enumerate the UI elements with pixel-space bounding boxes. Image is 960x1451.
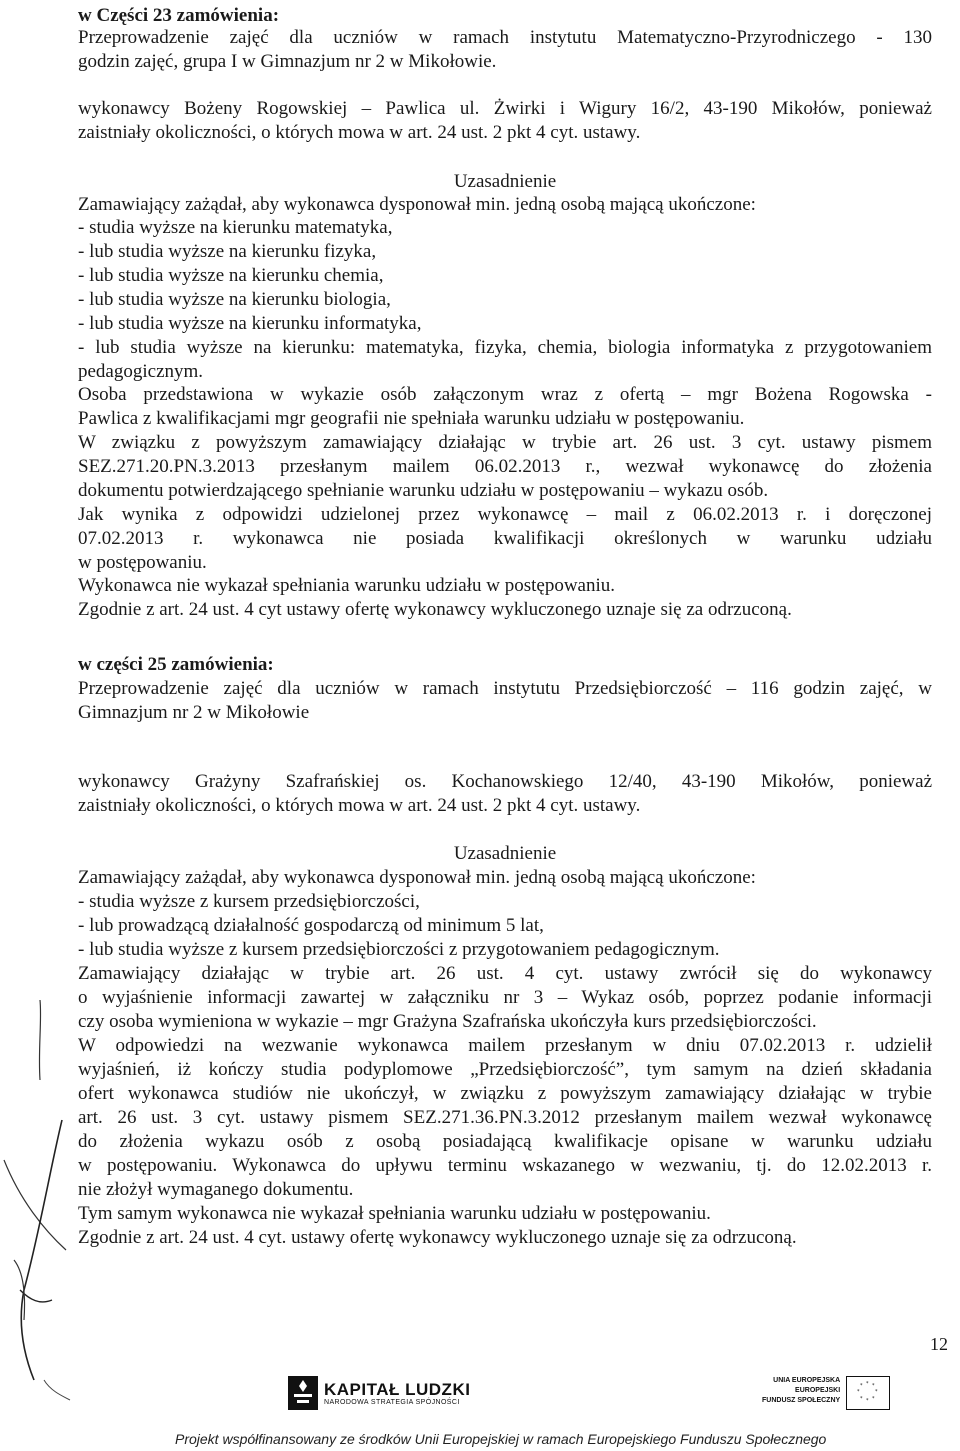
svg-text:*: *: [857, 1389, 860, 1395]
eu-logo-line-1: UNIA EUROPEJSKA: [773, 1377, 841, 1384]
section-25-body-line: Tym samym wykonawca nie wykazał spełniania warunku udziału w postępowaniu.: [78, 1203, 711, 1224]
section-23-body-line: Pawlica z kwalifikacjami mgr geografii nie spełniała warunku udziału w postępowaniu.: [78, 408, 745, 429]
kapital-ludzki-emblem-icon: [288, 1376, 318, 1410]
section-23-body-line: w postępowaniu.: [78, 552, 207, 573]
section-25-body-line: w postępowaniu. Wykonawca do upływu terminu wskazanego w wezwaniu, tj. do 12.02.2013 r.: [78, 1155, 932, 1176]
section-23-body-line: Zgodnie z art. 24 ust. 4 cyt ustawy ofertę wykonawcy wykluczonego uznaje się za odrzuconą.: [78, 599, 792, 620]
section-23-body-line: Wykonawca nie wykazał spełniania warunku udziału w postępowaniu.: [78, 575, 616, 596]
section-25-intro: Zamawiający zażądał, aby wykonawca dysponował min. jedną osobą mającą ukończone:: [78, 867, 756, 888]
section-25-body-line: art. 26 ust. 3 cyt. ustawy pismem SEZ.271.36.PN.3.2012 przesłanym mailem wezwał wykonawcę: [78, 1107, 932, 1128]
section-23-contractor-line-2: zaistniały okoliczności, o których mowa w art. 24 ust. 2 pkt 4 cyt. ustawy.: [78, 122, 641, 143]
section-25-body-line: do złożenia wykazu osób z osobą posiadającą kwalifikacje opisane w warunku udziału: [78, 1131, 932, 1152]
svg-text:*: *: [860, 1383, 863, 1389]
section-25-requirement: - lub prowadzącą działalność gospodarczą od minimum 5 lat,: [78, 915, 544, 936]
section-25-contractor-line-2: zaistniały okoliczności, o których mowa w art. 24 ust. 2 pkt 4 cyt. ustawy.: [78, 795, 641, 816]
section-23-heading: w Części 23 zamówienia:: [78, 5, 280, 26]
section-23-justification-title: Uzasadnienie: [453, 171, 557, 192]
section-23-description-line-2: godzin zajęć, grupa I w Gimnazjum nr 2 w Mikołowie.: [78, 51, 497, 72]
kapital-ludzki-subtitle: NARODOWA STRATEGIA SPÓJNOŚCI: [324, 1398, 460, 1406]
section-23-body-line: Osoba przedstawiona w wykazie osób załączonym wraz z ofertą – mgr Bożena Rogowska -: [78, 384, 932, 405]
section-23-body-line: Jak wynika z odpowidzi udzielonej przez wykonawcę – mail z 06.02.2013 r. i doręczonej: [78, 504, 932, 525]
handwritten-signature: [0, 1000, 80, 1420]
section-25-body-line: nie złożył wymaganego dokumentu.: [78, 1179, 354, 1200]
kapital-ludzki-logo: [288, 1376, 470, 1410]
svg-text:*: *: [866, 1381, 869, 1387]
section-23-requirement: - lub studia wyższe na kierunku: matematyka, fizyka, chemia, biologia informatyka z przygotowaniem: [78, 337, 932, 358]
section-23-intro: Zamawiający zażądał, aby wykonawca dysponował min. jedną osobą mającą ukończone:: [78, 194, 756, 215]
eu-logo: [762, 1376, 890, 1410]
section-25-description-line-1: Przeprowadzenie zajęć dla uczniów w ramach instytutu Przedsiębiorczość – 116 godzin zajęć, w: [78, 678, 932, 699]
footer-cofinancing-note: Projekt współfinansowany ze środków Unii Europejskiej w ramach Europejskiego Funduszu Społecznego: [175, 1431, 827, 1447]
section-23-body-line: 07.02.2013 r. wykonawca nie posiada kwalifikacji określonych w warunku udziału: [78, 528, 932, 549]
section-25-body-line: W odpowiedzi na wezwanie wykonawca mailem przesłanym w dniu 07.02.2013 r. udzielił: [78, 1035, 932, 1056]
section-25-heading: w części 25 zamówienia:: [78, 654, 274, 675]
section-23-requirement: - lub studia wyższe na kierunku informatyka,: [78, 313, 422, 334]
section-23-body-line: W związku z powyższym zamawiający działając w trybie art. 26 ust. 3 cyt. ustawy pismem: [78, 432, 932, 453]
section-23-requirement: - lub studia wyższe na kierunku biologia,: [78, 289, 391, 310]
section-23-description-line-1: Przeprowadzenie zajęć dla uczniów w ramach instytutu Matematyczno-Przyrodniczego - 130: [78, 27, 932, 48]
section-25-body-line: czy osoba wymieniona w wykazie – mgr Grażyna Szafrańska ukończyła kurs przedsiębiorczości.: [78, 1011, 817, 1032]
section-25-requirement: - studia wyższe z kursem przedsiębiorczości,: [78, 891, 420, 912]
svg-text:*: *: [872, 1383, 875, 1389]
section-25-body-line: o wyjaśnienie informacji zawartej w załączniku nr 3 – Wykaz osób, poprzez podanie informacji: [78, 987, 932, 1008]
section-23-body-line: SEZ.271.20.PN.3.2013 przesłanym mailem 06.02.2013 r., wezwał wykonawcę do złożenia: [78, 456, 932, 477]
section-25-body-line: wyjaśnień, iż kończy studia podyplomowe „Przedsiębiorczość”, tym samym na dzień składania: [78, 1059, 932, 1080]
section-25-requirement: - lub studia wyższe z kursem przedsiębiorczości z przygotowaniem pedagogicznym.: [78, 939, 720, 960]
section-25-contractor-line-1: wykonawcy Grażyny Szafrańskiej os. Kochanowskiego 12/40, 43-190 Mikołów, ponieważ: [78, 771, 932, 792]
section-23-contractor-line-1: wykonawcy Bożeny Rogowskiej – Pawlica ul. Żwirki i Wigury 16/2, 43-190 Mikołów, ponieważ: [78, 98, 932, 119]
page-number: 12: [930, 1334, 948, 1354]
section-25-body-line: Zamawiający działając w trybie art. 26 ust. 4 cyt. ustawy zwrócił się do wykonawcy: [78, 963, 932, 984]
svg-text:*: *: [872, 1396, 875, 1402]
kapital-ludzki-title: KAPITAŁ LUDZKI: [324, 1379, 471, 1399]
section-23-requirement: - lub studia wyższe na kierunku chemia,: [78, 265, 384, 286]
section-25-justification-title: Uzasadnienie: [453, 843, 557, 864]
eu-flag-icon: [846, 1376, 890, 1410]
svg-text:*: *: [866, 1398, 869, 1404]
section-25-description-line-2: Gimnazjum nr 2 w Mikołowie: [78, 702, 310, 723]
section-23-requirement: - studia wyższe na kierunku matematyka,: [78, 217, 393, 238]
section-23-requirement: pedagogicznym.: [78, 361, 204, 382]
section-23-body-line: dokumentu potwierdzającego spełnianie warunku udziału w postępowaniu – wykazu osób.: [78, 480, 769, 501]
eu-logo-line-2: EUROPEJSKI: [795, 1387, 841, 1394]
svg-text:*: *: [860, 1396, 863, 1402]
eu-logo-line-3: FUNDUSZ SPOŁECZNY: [762, 1397, 841, 1404]
svg-text:*: *: [875, 1389, 878, 1395]
section-25-body-line: Zgodnie z art. 24 ust. 4 cyt. ustawy ofertę wykonawcy wykluczonego uznaje się za odrzuconą.: [78, 1227, 797, 1248]
section-25-body-line: ofert wykonawca studiów nie ukończył, w związku z powyższym zamawiający działając w trybie: [78, 1083, 932, 1104]
section-23-requirement: - lub studia wyższe na kierunku fizyka,: [78, 241, 377, 262]
